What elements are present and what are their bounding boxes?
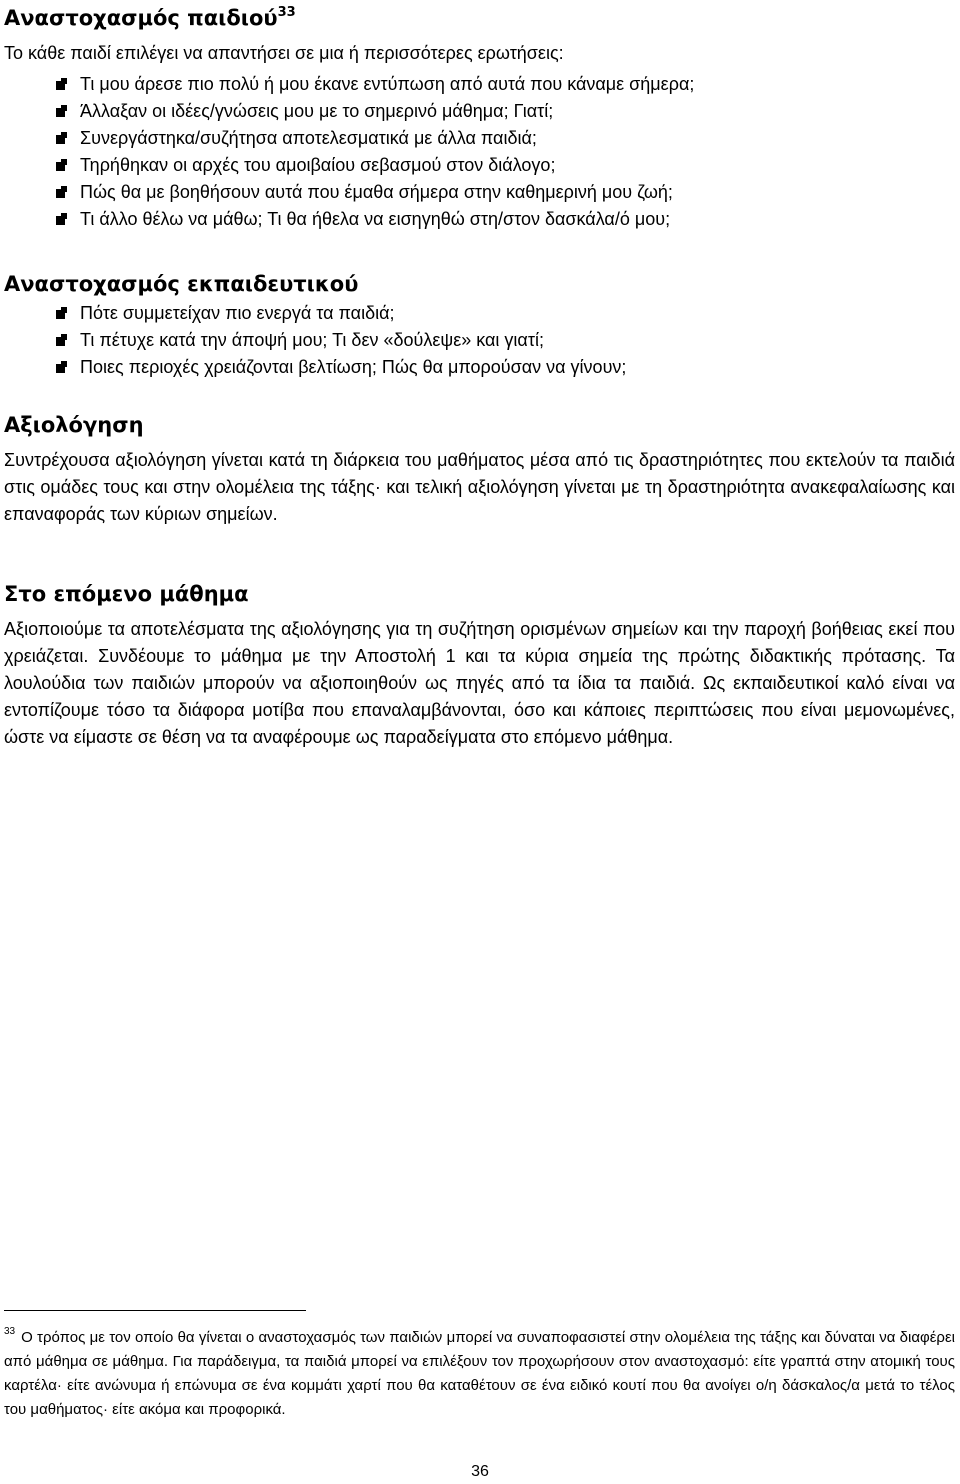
footnote-text: Ο τρόπος με τον οποίο θα γίνεται ο αναστοχασμός των παιδιών μπορεί να συναποφασιστεί στην ολομέλεια της τάξης και δύναται να διαφέρει από μάθημα σε μάθημα. Για παράδειγμα, τα παιδιά μπορεί να επιλέξουν τον προχωρήσουν στον αναστοχασμό: είτε γραπτά στην ατομική τους καρτέλα· είτε ανώνυμα ή επώνυμα σε ένα κομμάτι χαρτί που θα καταθέτουν σε ένα ειδικό κουτί που θα ανοίγει ο/η δάσκαλος/α μετά το τέλος του μαθήματος· είτε ακόμα και προφορικά. — [4, 1329, 955, 1418]
bullet-icon — [56, 186, 68, 200]
teacher-reflection-questions — [0, 300, 626, 381]
heading-next-lesson: Στο επόμενο μάθημα — [4, 582, 249, 606]
list-item — [0, 354, 626, 381]
child-reflection-questions — [0, 71, 694, 233]
list-item — [0, 71, 694, 98]
list-item-text: Πότε συμμετείχαν πιο ενεργά τα παιδιά; — [80, 303, 395, 323]
list-item — [0, 179, 694, 206]
list-item — [0, 206, 694, 233]
list-item-text: Τι μου άρεσε πιο πολύ ή μου έκανε εντύπωση από αυτά που κάναμε σήμερα; — [80, 74, 695, 94]
page-number: 36 — [471, 1463, 489, 1480]
bullet-icon — [56, 105, 68, 119]
list-item-text: Πώς θα με βοηθήσουν αυτά που έμαθα σήμερα στην καθημερινή μου ζωή; — [80, 182, 673, 202]
assessment-paragraph: Συντρέχουσα αξιολόγηση γίνεται κατά τη διάρκεια του μαθήματος μέσα από τις δραστηριότητες που εκτελούν τα παιδιά στις ομάδες τους και στην ολομέλεια της τάξης· και τελική αξιολόγηση γίνεται με τη δραστηριότητα ανακεφαλαίωσης και επαναφοράς των κύριων σημείων. — [4, 450, 955, 524]
list-item — [0, 152, 694, 179]
child-reflection-intro: Το κάθε παιδί επιλέγει να απαντήσει σε μια ή περισσότερες ερωτήσεις: — [4, 43, 564, 63]
bullet-icon — [56, 307, 68, 321]
bullet-icon — [56, 334, 68, 348]
heading-teacher-reflection: Αναστοχασμός εκπαιδευτικού — [4, 272, 359, 296]
bullet-icon — [56, 132, 68, 146]
list-item-text: Τηρήθηκαν οι αρχές του αμοιβαίου σεβασμού στον διάλογο; — [80, 155, 556, 175]
footnote — [4, 1326, 955, 1422]
footnote-reference: 33 — [277, 5, 296, 20]
footnote-number: 33 — [4, 1326, 16, 1337]
list-item — [0, 98, 694, 125]
list-item-text: Τι πέτυχε κατά την άποψή μου; Τι δεν «δούλεψε» και γιατί; — [80, 330, 544, 350]
next-lesson-paragraph: Αξιοποιούμε τα αποτελέσματα της αξιολόγησης για τη συζήτηση ορισμένων σημείων και την παροχή βοήθειας εκεί που χρειάζεται. Συνδέουμε το μάθημα με την Αποστολή 1 και τα κύρια σημεία της πρώτης διδακτικής πρότασης. Τα λουλούδια των παιδιών μπορούν να αξιοποιηθούν ως πηγές από τα ίδια τα παιδιά. Ως εκπαιδευτικοί καλό είναι να εντοπίζουμε τόσο τα διάφορα μοτίβα που επαναλαμβάνονται, όσο και κάποιες περιπτώσεις που είναι μεμονωμένες, ώστε να είμαστε σε θέση να τα αναφέρουμε ως παραδείγματα στο επόμενο μάθημα. — [4, 619, 955, 747]
bullet-icon — [56, 78, 68, 92]
list-item-text: Άλλαξαν οι ιδέες/γνώσεις μου με το σημερινό μάθημα; Γιατί; — [80, 101, 554, 121]
bullet-icon — [56, 213, 68, 227]
heading-child-reflection — [4, 4, 296, 32]
list-item — [0, 327, 626, 354]
bullet-icon — [56, 361, 68, 375]
list-item — [0, 125, 694, 152]
bullet-icon — [56, 159, 68, 173]
list-item-text: Συνεργάστηκα/συζήτησα αποτελεσματικά με άλλα παιδιά; — [80, 128, 537, 148]
footnote-separator — [4, 1310, 306, 1311]
list-item-text: Ποιες περιοχές χρειάζονται βελτίωση; Πώς θα μπορούσαν να γίνουν; — [80, 357, 627, 377]
list-item — [0, 300, 626, 327]
list-item-text: Τι άλλο θέλω να μάθω; Τι θα ήθελα να εισηγηθώ στη/στον δασκάλα/ό μου; — [80, 209, 671, 229]
heading-assessment: Αξιολόγηση — [4, 413, 144, 437]
heading-child-reflection-text: Αναστοχασμός παιδιού — [4, 6, 278, 30]
